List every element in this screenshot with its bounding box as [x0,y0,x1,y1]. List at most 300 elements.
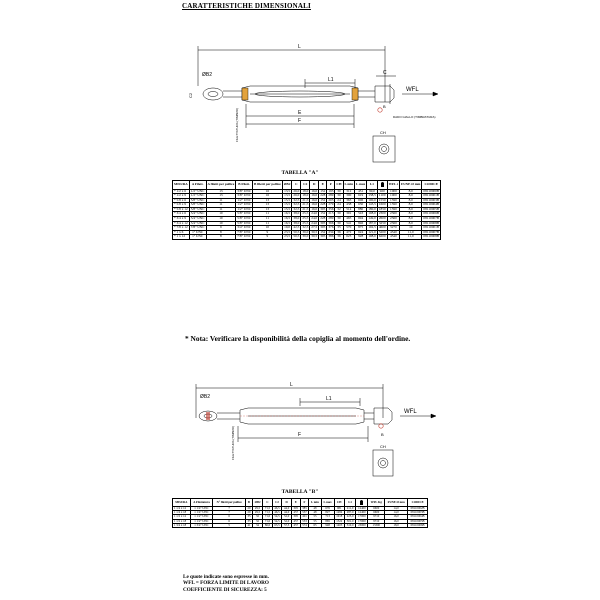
table-cell: 7 [213,507,246,511]
table-cell: 25,5 [302,215,309,220]
table-cell: 1 3/4 x 18 [173,523,191,527]
table-cell: 08110004B [408,515,428,519]
table-cell: 08110006B [423,211,440,216]
table-cell: 305 [320,234,326,239]
column-header: ØB2 [252,499,262,507]
table-cell: 366 [328,220,334,225]
table-cell: 16,0 [385,515,408,519]
table-cell: 08110008B [423,234,440,239]
table-cell: 44,0 [282,511,292,515]
table-cell: 289 [328,215,334,220]
table-cell: 9710 [368,515,385,519]
column-header: FUNE Ø mm [400,181,422,190]
dim-label-e: E [298,110,302,116]
dim-label-diam-b: ØB2 [200,394,211,400]
table-cell: 17000 [356,519,368,523]
table-cell: 138,5 [368,193,376,198]
table-cell: 827 [321,511,334,515]
dim-label-f: F [298,118,302,124]
table-cell: 08110003B [423,197,440,202]
table-cell: 465 [343,216,355,221]
table-cell: 305 [291,515,300,519]
table-cell: 13,5 [284,193,291,198]
table-cell: 363 [343,198,355,203]
table-cell: 11,0 [400,235,422,240]
table-cell: 981 [334,507,344,511]
table-cell: 543 [355,212,367,217]
table-cell: 9 [253,230,283,235]
dado-label-a: FILETTATURA (TIMBRO) [235,107,239,142]
table-cell: 71,5 [263,507,273,511]
column-header: D [282,499,292,507]
table-cell: 1 1/2 x 18 [173,519,191,523]
table-cell: 312 [343,189,355,194]
table-cell: 305 [320,225,326,230]
table-cell: 1/2" UNC [237,197,252,202]
column-header: CH [334,499,344,507]
table-cell: 26,0 [293,188,300,193]
table-cell: 57,5 [282,523,292,527]
column-header: WFL Kg [368,499,385,507]
table-cell: 537 [300,511,309,515]
table-cell: 16,0 [311,197,318,202]
table-cell: 187,0 [368,220,376,225]
table-cell: 1 1/2" UNC [190,519,213,523]
table-cell: 606 [355,198,367,203]
table-cell: 8 [206,230,236,235]
table-cell: 3270 [387,226,400,231]
table-cell: 13 [206,194,236,199]
table-cell: 619 [355,194,367,199]
table-cell: 32,5 [293,197,300,202]
column-header: L1 [367,181,378,190]
table-cell: 305 [320,220,326,225]
table-cell: 1 3/4" UNC [190,523,213,527]
column-header: ØB2 [282,181,292,190]
dado-label-rh: DADO GIALLO (TIMBRATURA) [393,115,436,119]
table-cell: 1405 [334,523,344,527]
table-cell: 152 [320,211,326,216]
table-cell: 228 [320,202,326,207]
tabella-a-title: TABELLA "A" [281,170,319,176]
table-cell: 623 [343,235,355,240]
table-cell: 1 1/4" UNC [190,507,213,511]
table-cell: 9710 [368,519,385,523]
table-cell: 386 [328,234,334,239]
table-cell: * 3/4 x 12 [174,220,188,225]
table-cell: 1600 [378,202,386,207]
table-cell: 30 [335,212,343,217]
table-cell: 6 [213,519,246,523]
column-header: L1 [344,499,355,507]
column-header: E [319,181,327,190]
technical-drawing-b [178,380,448,490]
table-cell: 2360 [387,212,400,217]
table-cell: 5/8" UNC [190,206,205,211]
table-cell: 4540 [387,235,400,240]
table-cell: 198,0 [368,234,376,239]
table-cell: 8,0 [400,216,422,221]
table-cell: 193 [328,188,334,193]
table-cell: 24 [335,203,343,208]
table-cell: 27,5 [311,225,318,230]
table-cell: 391 [343,212,355,217]
table-cell: 2300 [378,211,386,216]
table-cell: 152 [320,229,326,234]
column-header: A filetti per pollice [206,181,236,190]
table-cell: 1" UNC [189,230,206,235]
dim-label-l1-b: L1 [326,396,332,402]
table-cell: 8,0 [400,189,422,194]
table-cell: 457 [291,519,300,523]
table-cell: 29,5 [252,507,262,511]
table-cell: 08110008B [423,220,440,225]
table-cell: 13300 [368,523,385,527]
table-cell: 865 [321,519,334,523]
table-cell: 121,0 [368,229,376,234]
table-cell: * 3/4 x 6 [173,212,190,217]
table-cell: * 5/8 x 12 [174,206,188,211]
table-cell: 30,5 [311,234,318,239]
table-cell: 5/8" UNC [190,202,205,207]
footer-coefficient: COEFFICIENTE DI SICUREZZA: 5 [183,586,267,593]
table-cell: * 5/8 x 9 [173,203,190,208]
table-cell: 11 [206,207,236,212]
table-cell: 3/4" UNC [237,225,252,230]
dim-label-l-b: L [290,382,293,388]
table-cell: 438 [343,203,355,208]
table-cell: 514 [343,207,355,212]
table-cell: 10 [206,221,236,226]
table-cell: * 1 x 6 [173,230,190,235]
table-cell: 30 [335,189,343,194]
table-cell: 63,5 [272,523,282,527]
table-cell: 52,0 [282,515,292,519]
table-cell: 24,0 [311,220,318,225]
table-cell: 16,5 [284,215,291,220]
table-cell: 23,5 [284,229,291,234]
table-cell: 305 [320,206,326,211]
table-cell: 451 [355,189,367,194]
table-cell: 310,0 [344,523,355,527]
table-cell: 23,5 [284,234,291,239]
column-header: CODICE [408,499,428,507]
table-cell: 1590 [387,203,400,208]
table-cell: 401 [300,515,309,519]
dim-label-f-b: F [298,432,302,438]
page-title: CARATTERISTICHE DIMENSIONALI [182,2,311,10]
column-header: F [327,181,335,190]
table-cell: 1" UNC [189,235,206,240]
table-cell: 8,0 [400,207,422,212]
table-cell: 11 [206,198,236,203]
tabella-a [172,180,441,240]
table-cell: 1590 [387,207,400,212]
table-cell: 9 [253,235,283,240]
table-cell: 1 1/4" UNC [190,511,213,515]
column-header: MISURA [173,499,191,507]
pin-icon [377,181,387,190]
table-cell: 875 [355,226,367,231]
tabella-b [172,498,428,528]
dim-label-wfl-b: WFL [404,409,417,415]
table-cell: 301,0 [344,519,355,523]
table-cell: 1000 [387,189,400,194]
table-cell: 7/8" UNC [190,225,205,230]
table-cell: * 5/8 x 6 [173,198,190,203]
table-cell: 676 [321,507,334,511]
table-cell: 213 [328,211,334,216]
table-b-row [173,523,428,527]
table-cell: 16,0 [311,193,318,198]
table-cell: 32 [252,515,262,519]
table-cell: 1/2" UNC [237,202,252,207]
dim-label-wfl: WFL [406,87,419,93]
table-cell: 100,0 [368,197,376,202]
table-cell: 39,0 [302,229,309,234]
table-cell: 152 [320,197,326,202]
table-cell: 6200 [378,234,386,239]
table-cell: 948 [321,523,334,527]
tabella-b-title: TABELLA "B" [281,489,319,495]
table-cell: * 7/8 x 12 [174,225,188,230]
table-cell: 2600 [378,215,386,220]
table-cell: 7/8" UNC [237,229,252,234]
column-header: A Filettatura [190,499,213,507]
column-header: B Filett. [236,181,253,190]
footer-notes [183,574,269,593]
column-header: D [310,181,319,190]
dado-label-b: FILETTATURA (TIMBRO) [231,425,235,460]
table-cell: 3/4" UNC [190,215,205,220]
table-cell: 71,0 [263,515,273,519]
table-cell: 8,0 [400,212,422,217]
column-header: L max [355,181,367,190]
table-cell: 38,0 [293,215,300,220]
table-cell: 10 [253,226,283,231]
table-cell: 08110005B [408,519,428,523]
dim-label-b-b: B [381,432,384,437]
table-cell: * 3/4 x 9 [173,216,190,221]
table-cell: 4600 [378,225,386,230]
dim-label-l1: L1 [328,77,334,83]
column-header: C2 [272,499,282,507]
table-cell: 9 [206,226,236,231]
table-cell: 11 [253,216,283,221]
table-cell: 8,0 [400,194,422,199]
column-header: WFL t [387,181,400,190]
table-cell: 1018 [334,515,344,519]
table-cell: 32,5 [293,206,300,211]
column-header: L min [343,181,355,190]
table-cell: 180,0 [368,206,376,211]
table-cell: 25,5 [302,220,309,225]
table-cell: 13 [253,203,283,208]
table-cell: 211,0 [344,507,355,511]
table-cell: 11,0 [400,230,422,235]
table-cell: 13 [253,198,283,203]
table-cell: 1000 [387,194,400,199]
table-cell: 376 [328,225,334,230]
table-cell: 16,0 [311,188,318,193]
column-header: C [263,499,273,507]
table-cell: 3/4" UNC [190,220,205,225]
table-cell: 574 [300,523,309,527]
table-cell: 08110002B [408,507,428,511]
table-cell: 18,0 [385,523,408,527]
table-cell: 6600 [368,511,385,515]
table-cell: 08110003B [408,511,428,515]
table-cell: 1850 [378,206,386,211]
table-cell: 29 [247,510,251,515]
table-cell: 3250 [378,220,386,225]
table-cell: 48 [309,507,321,511]
table-cell: 25,5 [302,211,309,216]
table-cell: 08110004B [423,202,440,207]
table-cell: 630 [355,203,367,208]
table-cell: 2360 [387,221,400,226]
table-cell: 24,0 [311,211,318,216]
table-cell: 30 [335,216,343,221]
table-cell: 287,0 [344,511,355,515]
dim-label-diam: ØB2 [202,72,213,78]
table-cell: 152 [320,188,326,193]
table-cell: 08110007B [423,215,440,220]
table-cell: 13,5 [284,188,291,193]
table-cell: 14,0 [385,507,408,511]
table-cell: 08110005B [423,206,440,211]
table-cell: 18,0 [302,193,309,198]
table-cell: 71,0 [263,519,273,523]
table-cell: 32,5 [293,202,300,207]
table-cell: 5/8" UNC [237,215,252,220]
table-cell: 16 [253,189,283,194]
table-cell: 1550 [378,197,386,202]
table-cell: 55 [309,519,321,523]
column-header: CODICE [422,181,441,190]
column-header: C [292,181,301,190]
table-cell: 553 [300,519,309,523]
table-cell: 24 [335,198,343,203]
table-cell: 5200 [378,229,386,234]
table-cell: 694 [355,216,367,221]
table-cell: 228 [320,193,326,198]
table-cell: 5/8" UNC [237,220,252,225]
table-cell: 541 [343,221,355,226]
table-cell: 52,0 [282,519,292,523]
column-header: FUNE Ø mm [385,499,408,507]
table-cell: 35 [247,514,251,519]
footer-units: Le quote indicate sono espresse in mm. [183,574,269,580]
table-cell: 143,5 [368,202,376,207]
table-cell: 19,0 [284,225,291,230]
column-header: B filetti per pollice [253,181,283,190]
table-cell: 46,5 [272,511,282,515]
table-cell: 15,5 [284,206,291,211]
table-cell: 11 [253,221,283,226]
table-cell: 1/2" UNC [190,193,205,198]
table-cell: 1/2" UNC [190,188,205,193]
table-cell: 21,5 [302,202,309,207]
table-cell: 35 [247,518,251,523]
table-cell: 11 [206,203,236,208]
table-cell: 30 [335,194,343,199]
table-cell: 15,5 [284,197,291,202]
column-header: L max [321,499,334,507]
table-cell: 41 [247,522,251,527]
table-cell: 46,5 [272,507,282,511]
table-cell: 149,0 [368,215,376,220]
table-cell: 99,0 [367,189,378,194]
table-cell: 16 [253,194,283,199]
table-cell: 228 [320,215,326,220]
table-cell: 4540 [387,230,400,235]
table-cell: 880 [355,207,367,212]
table-cell: 16,5 [284,211,291,216]
table-cell: 1 1/2 x 12 [173,515,191,519]
table-cell: 16,0 [311,202,318,207]
table-cell: 21,5 [302,206,309,211]
table-cell: 1100 [378,193,386,198]
table-cell: 12400 [356,507,368,511]
footer-wfl: WFL = FORZA LIMITE DI LAVORO [183,580,269,587]
table-cell: 1284 [334,511,344,515]
table-cell: 29 [247,506,251,511]
table-cell: 108,0 [368,211,376,216]
table-cell: 192,5 [368,225,376,230]
table-cell: 50,5 [293,234,300,239]
table-cell: 16,5 [284,220,291,225]
column-header: MISURA [173,181,190,190]
table-cell: * 1 x 12 [173,235,190,240]
table-cell: 18,0 [302,188,309,193]
table-cell: 30 [335,221,343,226]
table-cell: 86,0 [263,523,273,527]
table-cell: 7 [213,511,246,515]
table-cell: 5/8" UNC [190,197,205,202]
table-cell: 12400 [356,511,368,515]
table-cell: 38,0 [293,220,300,225]
table-cell: 279 [328,202,334,207]
table-cell: 1 1/2" UNC [190,515,213,519]
table-cell: 356 [328,206,334,211]
table-cell: 10 [400,226,422,231]
table-cell: 21,5 [302,197,309,202]
column-header: B [245,499,252,507]
table-cell: 289 [328,193,334,198]
table-cell: 08110000B [423,188,440,193]
table-cell: 225,0 [344,515,355,519]
table-cell: * 1/2 x 9 [173,194,190,199]
table-cell: 3/8" UNC [237,193,252,198]
table-cell: 24,0 [311,215,318,220]
table-cell: 15,5 [284,202,291,207]
table-cell: 48 [309,511,321,515]
table-cell: 50,5 [293,229,300,234]
table-cell: 16,0 [385,519,408,523]
column-header: CH [335,181,343,190]
table-cell: 23000 [356,523,368,527]
column-header: F [300,499,309,507]
table-cell: 2360 [387,216,400,221]
table-cell: 385 [300,507,309,511]
table-cell: 13 [206,189,236,194]
table-cell: 920 [377,189,387,194]
table-cell: 36 [335,230,343,235]
table-cell: 11 [253,212,283,217]
column-header: A Filett. [189,181,206,190]
table-cell: 32 [252,519,262,523]
